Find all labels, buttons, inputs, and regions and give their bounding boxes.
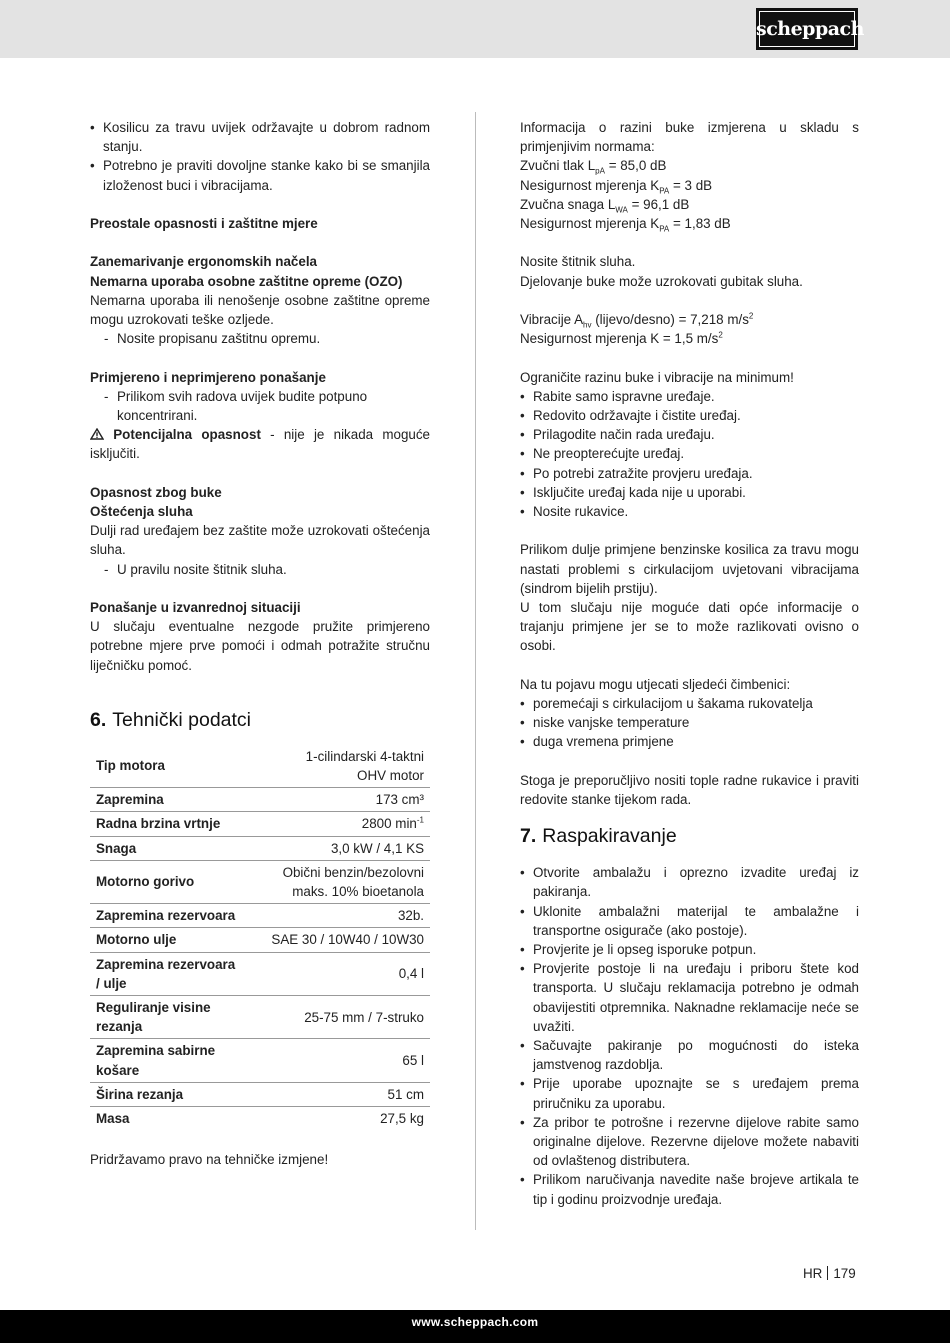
technical-changes-note: Pridržavamo pravo na tehničke izmjene! (90, 1152, 329, 1168)
table-row: Motorno gorivo Obični benzin/bezolovni maks. 10% bioetanola (90, 860, 430, 903)
table-row: Širina rezanja 51 cm (90, 1082, 430, 1106)
noise-hazard-heading: Opasnost zbog buke (90, 484, 222, 500)
right-column (520, 118, 859, 1209)
list-item: • Prije uporabe upoznajte se s uređajem prema priručniku za uporabu. (520, 1074, 859, 1112)
hearing-protection-line: Nosite štitnik sluha. (520, 254, 636, 270)
table-row: Snaga 3,0 kW / 4,1 KS (90, 836, 430, 860)
table-row: Zapremina sabirne košare 65 l (90, 1039, 430, 1082)
long-use-text: Prilikom dulje primjene benzinske kosilica za travu mogu nastati problemi s cirkulacijom uvjetovani vibracijama (sindrom bijelih prstiju). (520, 542, 859, 596)
hearing-loss-line: Djelovanje buke može uzrokovati gubitak sluha. (520, 273, 803, 289)
warning-triangle-icon (90, 425, 104, 444)
list-item: • Za pribor te potrošne i rezervne dijelove rabite samo originalne dijelove. Rezervne dijelove možete nabaviti od ovlaštenog distributera. (520, 1113, 859, 1171)
table-row: Zapremina 173 cm³ (90, 788, 430, 812)
noise-info-text: Informacija o razini buke izmjerena u skladu s primjenjivim normama: (520, 120, 859, 155)
residual-risks-heading: Preostale opasnosti i zaštitne mjere (90, 216, 318, 231)
list-item: • poremećaji s cirkulacijom u šakama rukovatelja (520, 694, 859, 713)
potential-hazard-text: Potencijalna opasnost - nije je nikada moguće isključiti. (90, 427, 430, 462)
list-item: • Isključite uređaj kada nije u uporabi. (520, 483, 859, 502)
ppe-text: Nemarna uporaba ili nenošenje osobne zaštitne opreme mogu uzrokovati teške ozljede. (90, 292, 430, 327)
emergency-heading: Ponašanje u izvanrednoj situaciji (90, 600, 301, 615)
list-item: • Po potrebi zatražite provjeru uređaja. (520, 464, 859, 483)
gloves-text: Stoga je preporučljivo nositi tople radne rukavice i praviti redovite stanke tijekom rada. (520, 772, 859, 808)
behaviour-dash-item: - Prilikom svih radova uvijek budite potpuno koncentrirani. (104, 388, 368, 423)
list-item: • Uklonite ambalažni materijal te ambalažne i transportne osigurače (ako postoje). (520, 902, 859, 940)
noise-value-line: Nesigurnost mjerenja $K_{PA} = 3$ dB (520, 177, 713, 196)
list-item: • Sačuvajte pakiranje po mogućnosti do isteka jamstvenog razdoblja. (520, 1036, 859, 1074)
list-item: • Prilikom naručivanja navedite naše brojeve artikala te tip i godinu proizvodnje uređaja. (520, 1170, 859, 1208)
noise-value-line: Zvučni tlak $L_{pA} = 85,0$ dB (520, 158, 667, 177)
behaviour-heading: Primjereno i neprimjereno ponašanje (90, 369, 326, 385)
ppe-dash-item: - Nosite propisanu zaštitnu opremu. (104, 331, 321, 347)
ppe-heading: Nemarna uporaba osobne zaštitne opreme (OZO) (90, 273, 403, 289)
factors-heading: Na tu pojavu mogu utjecati sljedeći čimbenici: (520, 676, 791, 692)
ergonomics-heading: Zanemarivanje ergonomskih načela (90, 254, 317, 270)
website-url: www.scheppach.com (411, 1315, 539, 1329)
unpacking-list (520, 863, 859, 1209)
list-item: • Potrebno je praviti dovoljne stanke kako bi se smanjila izloženost buci i vibracijama. (90, 156, 430, 194)
duration-info-text: U tom slučaju nije moguće dati opće informacije o trajanju primjene jer se to može razlikovati ovisno o osobi. (520, 600, 859, 654)
list-item: • Rabite samo ispravne uređaje. (520, 387, 859, 406)
table-row: Motorno ulje SAE 30 / 10W40 / 10W30 (90, 928, 430, 952)
tech-specs-table (90, 745, 430, 1130)
noise-value-line: Nesigurnost mjerenja $K_{PA} = 1,83$ dB (520, 216, 731, 234)
header-bar (0, 0, 950, 58)
table-row: Reguliranje visine rezanja 25-75 mm / 7-struko (90, 996, 430, 1039)
list-item: • Ne preopterećujte uređaj. (520, 444, 859, 463)
table-row: Radna brzina vrtnje 2800 $\min^{-1}$ (90, 812, 430, 836)
table-row: Zapremina rezervoara 32b. (90, 904, 430, 928)
section-7-heading: 7. Raspakiravanje (520, 825, 677, 848)
table-row: Masa 27,5 kg (96, 1111, 424, 1127)
list-item: • Nosite rukavice. (520, 502, 859, 521)
vibration-value-line: Vibracije $A_{hv}$ (lijevo/desno) = 7,218 $m/s^2$ (520, 311, 754, 330)
page-number: HR 179 (803, 1266, 856, 1281)
limit-bullet-list (520, 387, 859, 521)
column-divider (475, 112, 476, 1230)
list-item: • duga vremena primjene (520, 732, 859, 751)
list-item: • Otvorite ambalažu i oprezno izvadite uređaj iz pakiranja. (520, 863, 859, 901)
list-item: • Kosilicu za travu uvijek održavajte u dobrom radnom stanju. (90, 118, 430, 156)
left-column (90, 118, 430, 1169)
noise-value-line: Zvučna snaga $L_{WA} = 96,1$ dB (520, 196, 690, 215)
limit-noise-heading: Ograničite razinu buke i vibracije na minimum! (520, 369, 794, 385)
vibration-uncertainty-line: Nesigurnost mjerenja K = 1,5 $m/s^2$ (520, 330, 723, 347)
brand-logo: scheppach (756, 8, 858, 50)
table-row: Zapremina rezervoara / ulje 0,4 l (90, 952, 430, 995)
section-6-heading: 6. Tehnički podatci (90, 708, 252, 731)
list-item: • niske vanjske temperature (520, 713, 859, 732)
hearing-damage-heading: Oštećenja sluha (90, 504, 193, 519)
footer-bar (0, 1310, 950, 1343)
list-item: • Provjerite je li opseg isporuke potpun. (520, 940, 859, 959)
intro-bullet-list (90, 118, 430, 195)
hearing-damage-text: Dulji rad uređajem bez zaštite može uzrokovati oštećenja sluha. (90, 523, 430, 558)
hearing-dash-item: - U pravilu nosite štitnik sluha. (104, 561, 287, 577)
factors-list (520, 694, 859, 752)
table-row: Tip motora 1-cilindarski 4-taktni OHV motor (90, 745, 430, 788)
emergency-text: U slučaju eventualne nezgode pružite primjereno potrebne mjere prve pomoći i odmah potražite stručnu liječničku pomoć. (90, 619, 430, 673)
list-item: • Redovito održavajte i čistite uređaj. (520, 406, 859, 425)
list-item: • Prilagodite način rada uređaju. (520, 425, 859, 444)
list-item: • Provjerite postoje li na uređaju i priboru štete kod transporta. U slučaju reklamacija potrebno je odmah obavijestiti otpremnika. Naknadne reklamacije neće se uvažiti. (520, 959, 859, 1036)
